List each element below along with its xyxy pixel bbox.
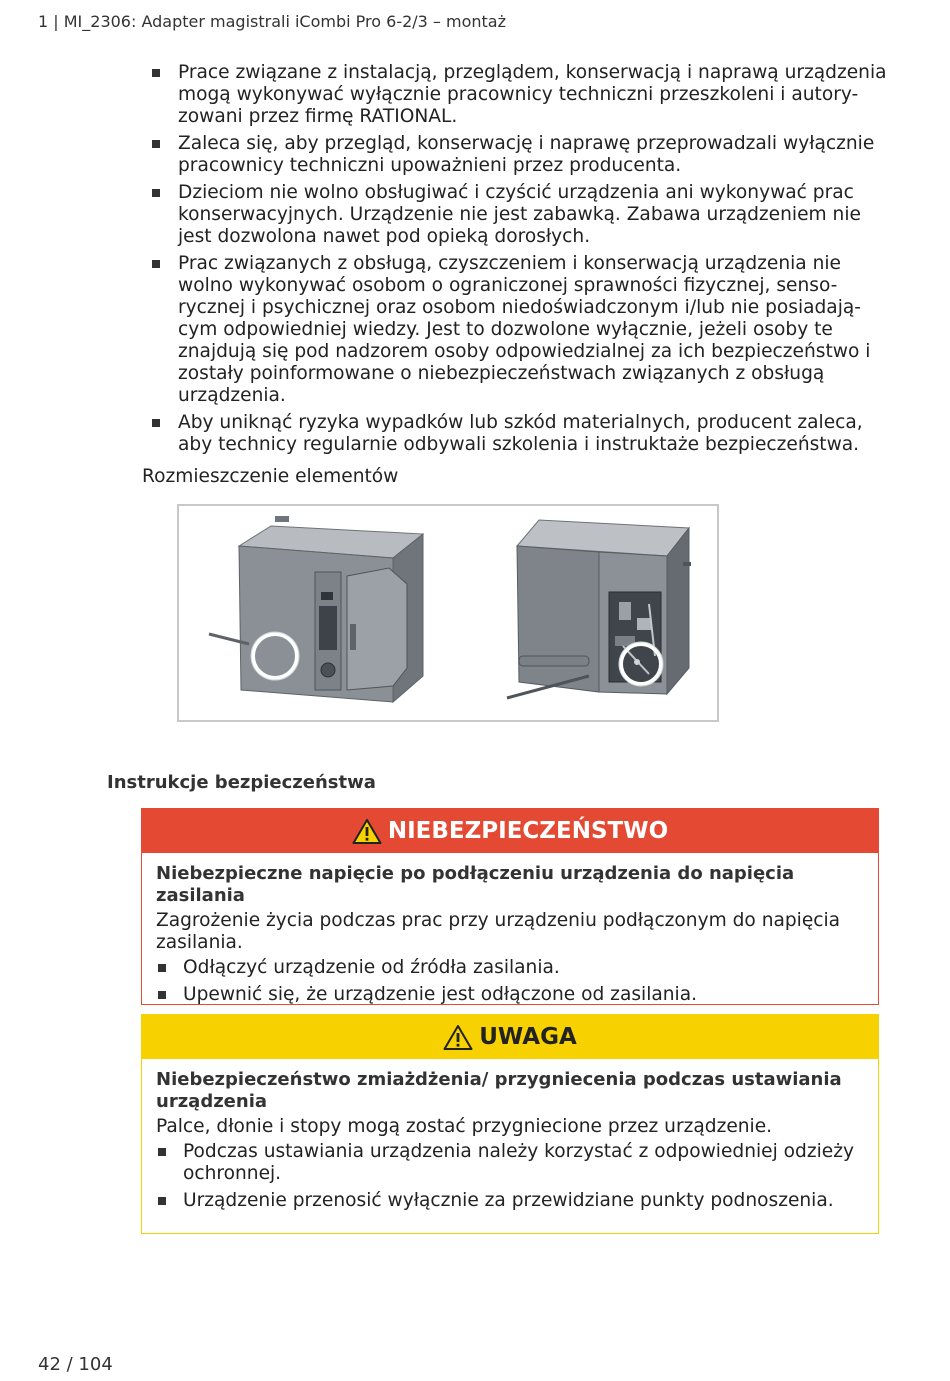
list-item-text: Urządzenie przenosić wyłącznie za przewidziane punkty podnoszenia. (183, 1190, 834, 1211)
list-item-text: Odłączyć urządzenie od źródła zasilania. (183, 957, 560, 978)
bullet-icon (152, 69, 160, 77)
page-number: 42 / 104 (38, 1354, 113, 1375)
list-item-text: Prac związanych z obsługą, czyszczeniem i konserwacją urządzenia nie wolno wykonywać osobom o ograniczonej sprawności fizycznej, senso-rycznej i psychicznej oraz osobom niedoświadczonym i/lub nie posiadają-cym odpowiedniej wiedzy. Jest to dozwolone wyłącznie, jeżeli osoby te znajdują się pod nadzorem osoby odpowiedzialnej za ich bezpieczeństwo i zostały poinformowane o niebezpieczeństwach związanych z obsługą urządzenia. (178, 253, 871, 406)
section-title: Instrukcje bezpieczeństwa (107, 772, 376, 793)
warning-icon (443, 1024, 473, 1051)
oven-front-view (209, 516, 423, 702)
figure-caption: Rozmieszczenie elementów (142, 466, 399, 487)
bullet-icon (158, 964, 166, 972)
bullet-icon (158, 1197, 166, 1205)
list-item (156, 957, 864, 979)
list-item-text: Aby uniknąć ryzyka wypadków lub szkód materialnych, producent zaleca, aby technicy regularnie odbywali szkolenia i instruktaże bezpieczeństwa. (178, 412, 863, 455)
danger-header (142, 809, 878, 853)
bullet-icon (152, 419, 160, 427)
list-item (152, 253, 892, 407)
oven-illustration (179, 506, 717, 720)
list-item-text: Zaleca się, aby przegląd, konserwację i naprawę przeprowadzali wyłącznie pracownicy techniczni upoważnieni przez producenta. (178, 133, 875, 176)
list-item-text: Prace związane z instalacją, przeglądem, konserwacją i naprawą urządzenia mogą wykonywać wyłącznie pracownicy techniczni przeszkoleni i autory-zowani przez firmę RATIONAL. (178, 62, 887, 127)
list-item (156, 1141, 864, 1185)
danger-notice (141, 808, 879, 1005)
caution-actions (156, 1141, 864, 1212)
list-item-text: Dzieciom nie wolno obsługiwać i czyścić urządzenia ani wykonywać prac konserwacyjnych. Urządzenie nie jest zabawką. Zabawa urządzeniem nie jest dozwolona nawet pod opieką dorosłych. (178, 182, 861, 247)
list-item-text: Podczas ustawiania urządzenia należy korzystać z odpowiedniej odzieży ochronnej. (183, 1141, 854, 1184)
danger-text: Zagrożenie życia podczas prac przy urządzeniu podłączonym do napięcia zasilania. (156, 910, 841, 953)
caution-header (142, 1015, 878, 1059)
oven-rear-view (507, 520, 691, 698)
list-item-text: Upewnić się, że urządzenie jest odłączone od zasilania. (183, 984, 698, 1005)
bullet-icon (158, 991, 166, 999)
danger-title: NIEBEZPIECZEŃSTWO (387, 818, 669, 844)
warning-icon (352, 818, 382, 845)
list-item (152, 133, 892, 177)
list-item (156, 984, 864, 1006)
bullet-icon (152, 260, 160, 268)
caution-subtitle: Niebezpieczeństwo zmiażdżenia/ przygniecenia podczas ustawiania urządzenia (156, 1069, 842, 1112)
danger-actions (156, 957, 864, 1006)
danger-subtitle: Niebezpieczne napięcie po podłączeniu urządzenia do napięcia zasilania (156, 863, 795, 906)
component-layout-figure (177, 504, 719, 722)
bullet-icon (152, 189, 160, 197)
page-header: 1 | MI_2306: Adapter magistrali iCombi Pro 6-2/3 – montaż (38, 12, 506, 31)
bullet-icon (152, 140, 160, 148)
bullet-icon (158, 1148, 166, 1156)
requirements-list (152, 62, 892, 461)
list-item (152, 62, 892, 128)
list-item (152, 182, 892, 248)
caution-title: UWAGA (479, 1024, 577, 1050)
list-item (152, 412, 892, 456)
caution-text: Palce, dłonie i stopy mogą zostać przygniecione przez urządzenie. (156, 1116, 773, 1137)
caution-notice (141, 1014, 879, 1234)
list-item (156, 1190, 864, 1212)
